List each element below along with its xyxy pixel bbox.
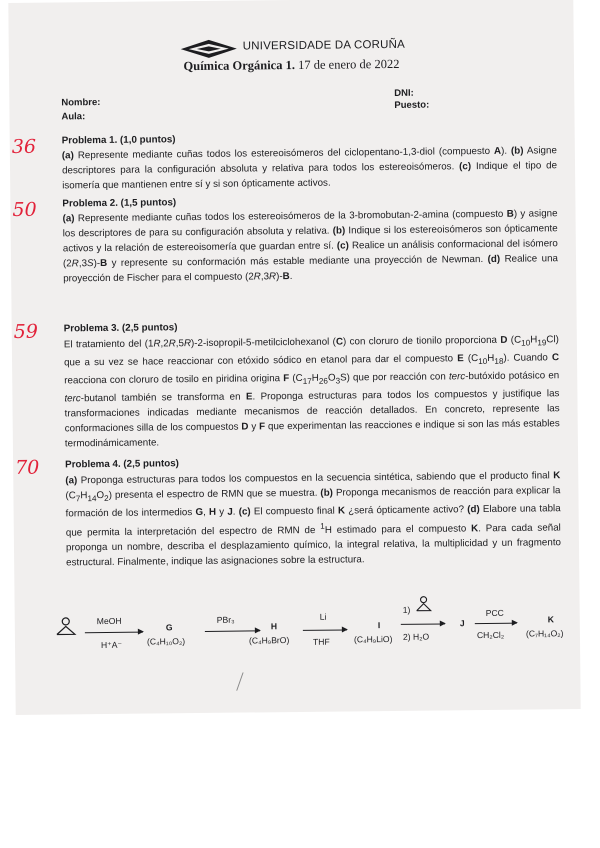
aula-label: Aula: [61, 111, 86, 123]
step4-arrow [401, 623, 445, 624]
compound-i-formula: (C₄H₉LiO) [353, 633, 393, 645]
step1-arrow [85, 632, 143, 634]
problem-2-text: (a) Represente mediante cuñas todos los estereoisómeros de la 3-bromobutan-2-amina (compuesto B) y asigne los descriptores de para su configuración absoluta y relativa. (b) Indique si los estereoisómeros son ópticamente activos y la relación de estereoisomería que guardan entre sí. (c) Realice un análisis conformacional del isómero (2R,3S)-B y represente su conformación más estable mediante una proyección de Newman. (d) Realice una proyección de Fischer para el compuesto (2R,3R)-B. [62, 208, 559, 285]
problem-2-score: 50 [12, 198, 37, 221]
exam-title [9, 55, 574, 76]
compound-k-label: K [547, 614, 555, 625]
problem-1-title: Problema 1. (1,0 puntos) [61, 134, 176, 147]
compound-j-label: J [459, 618, 465, 629]
compound-h-label: H [270, 621, 278, 632]
epoxide-reagent-icon [415, 595, 433, 613]
problem-3-score: 59 [13, 320, 39, 343]
problem-4-score: 70 [15, 456, 40, 479]
problem-3-title: Problema 3. (2,5 puntos) [63, 322, 178, 335]
step2-reagent: PBr₃ [216, 614, 235, 625]
step1-condition: H⁺A⁻ [100, 639, 123, 651]
university-name: UNIVERSIDADE DA CORUÑA [242, 38, 406, 53]
problem-1-score: 36 [11, 135, 37, 158]
exam-date: 17 de enero de 2022 [297, 56, 400, 72]
problem-1-text: (a) Represente mediante cuñas todos los estereoisómeros del ciclopentano-1,3-diol (compuesto A). (b) Asigne descriptores para la configuración absoluta y relativa para todos los estereoisómeros. (c) Indique el tipo de isomería que mantienen entre sí y si son ópticamente activos. [61, 145, 558, 192]
problem-4-title: Problema 4. (2,5 puntos) [65, 458, 179, 471]
step3-reagent: Li [319, 611, 327, 622]
step3-condition: THF [312, 636, 330, 647]
problem-3-text: El tratamiento del (1R,2R,5R)-2-isopropil-5-metilciclohexanol (C) con cloruro de tionilo proporciona D $(C_{10}H_{19}Cl)$ que a su vez se hace reaccionar con etóxido sódico en etanol para dar el compuesto E $(C_{10}H_{18})$. Cuando C reacciona con cloruro de tosilo en piridina origina F $(C_{17}H_{26}O_3S)$ que por reacción con terc-butóxido potásico en terc-butanol también se transforma en E. Proponga estructuras para todos los compuestos y justifique las transformaciones indicadas mediante mecanismos de reacción detallados. En concreto, represente las conformaciones silla de los compuestos D y F que experimentan las reacciones e indique si son las más estables termodinámicamente. [63, 334, 560, 450]
pen-mark [236, 672, 251, 690]
epoxide-icon [55, 614, 77, 636]
step5-condition: CH₂Cl₂ [476, 629, 505, 641]
step4-reagent: 1) [402, 604, 411, 615]
step2-arrow [205, 630, 260, 632]
step5-arrow [475, 623, 517, 624]
step3-arrow [303, 629, 347, 630]
puesto-label: Puesto: [394, 99, 430, 111]
exam-sheet [8, 0, 580, 715]
dni-label: DNI: [394, 87, 414, 99]
compound-g-label: G [165, 622, 173, 633]
step5-reagent: PCC [485, 607, 504, 619]
compound-i-label: I [377, 620, 381, 631]
step4-condition: 2) H₂O [402, 631, 430, 642]
nombre-label: Nombre: [61, 97, 101, 109]
step1-reagent: MeOH [96, 615, 122, 627]
course-name: Química Orgánica 1. [183, 57, 296, 74]
problem-2-title: Problema 2. (1,5 puntos) [62, 197, 177, 210]
university-logo [179, 38, 239, 61]
compound-h-formula: (C₄H₉BrO) [248, 635, 290, 646]
synthesis-sequence [55, 597, 581, 662]
compound-g-formula: (C₄H₁₀O₂) [146, 636, 186, 647]
problem-4-text: (a) Proponga estructuras para todos los compuestos en la secuencia sintética, sabiendo que el producto final K $(C_7H_{14}O_2)$ presenta el espectro de RMN que se muestra. (b) Proponga mecanismos de reacción para explicar la formación de los intermedios G, H y J. (c) El compuesto final K ¿será ópticamente activo? (d) Elabore una tabla que permita la interpretación del espectro de RMN de $^1$H estimado para el compuesto K. Para cada señal proponga un nombre, describa el desplazamiento químico, la integral relativa, la multiplicidad y un fragmento estructural. Finalmente, indique las asignaciones sobre la estructura. [65, 470, 562, 569]
compound-k-formula: (C₇H₁₄O₂) [525, 628, 564, 639]
